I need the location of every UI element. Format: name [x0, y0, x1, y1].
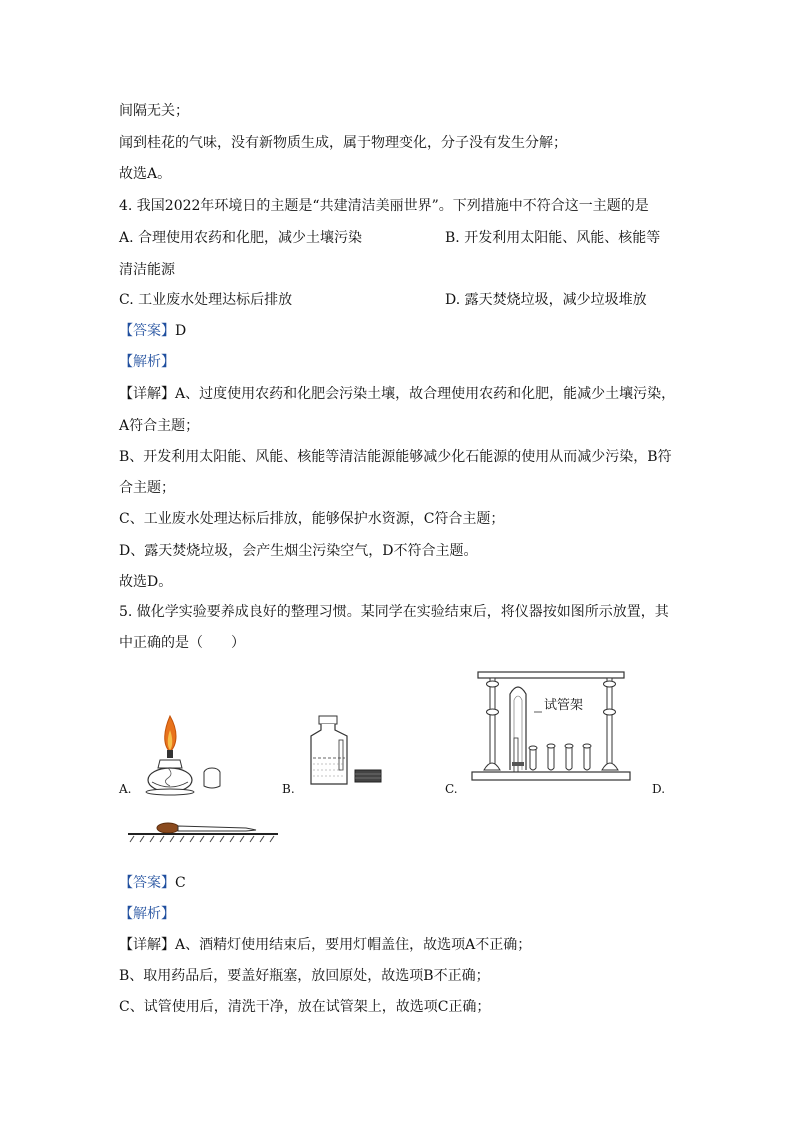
text-line: 故选A。 — [119, 166, 172, 182]
text-line: C、试管使用后，清洗干净，放在试管架上，故选项C正确； — [119, 999, 491, 1015]
question-5-stem-continued: 中正确的是（ ） — [119, 635, 245, 651]
rack-label: 试管架 — [544, 698, 584, 713]
q5-answer — [119, 873, 186, 893]
figure-a-label: A. — [119, 782, 132, 796]
text-line: 故选D。 — [119, 574, 173, 590]
text-line: C、工业废水处理达标后排放，能够保护水资源，C符合主题； — [119, 511, 505, 527]
question-4-stem: 4. 我国2022年环境日的主题是“共建清洁美丽世界”。下列措施中不符合这一主题的是 — [119, 198, 649, 214]
question-5-stem: 5. 做化学实验要养成良好的整理习惯。某同学在实验结束后，将仪器按如图所示放置，其 — [119, 604, 669, 620]
q5-analysis-tag: 【解析】 — [119, 906, 175, 922]
test-tube-rack-figure — [470, 670, 635, 786]
answer-value: C — [175, 875, 186, 891]
q4-option-b: B. 开发利用太阳能、风能、核能等 — [445, 230, 661, 246]
text-line: D、露天焚烧垃圾，会产生烟尘污染空气，D不符合主题。 — [119, 543, 478, 559]
detail-tag: 【详解】 — [119, 937, 175, 953]
detail-text: A、酒精灯使用结束后，要用灯帽盖住，故选项A不正确； — [175, 937, 532, 953]
detail-tag: 【详解】 — [119, 386, 175, 402]
q4-analysis-tag: 【解析】 — [119, 354, 175, 370]
figure-c-label: C. — [445, 782, 458, 796]
text-line: 间隔无关； — [119, 103, 189, 119]
q4-option-a: A. 合理使用农药和化肥，减少土壤污染 — [119, 230, 363, 246]
text-line: B、开发利用太阳能、风能、核能等清洁能源能够减少化石能源的使用从而减少污染，B符 — [119, 449, 672, 465]
answer-tag: 【答案】 — [119, 875, 175, 891]
figure-d-label: D. — [652, 782, 666, 796]
text-line: B、取用药品后，要盖好瓶塞，放回原处，故选项B不正确； — [119, 968, 490, 984]
answer-value: D — [175, 323, 187, 339]
dropper-on-table-figure — [128, 820, 278, 846]
q4-answer — [119, 321, 186, 341]
q4-option-b-continued: 清洁能源 — [119, 262, 175, 278]
alcohol-lamp-figure — [140, 708, 230, 796]
text-line: 闻到桂花的气味，没有新物质生成，属于物理变化，分子没有发生分解； — [119, 135, 567, 151]
q4-option-d: D. 露天焚烧垃圾，减少垃圾堆放 — [445, 292, 647, 308]
q4-option-c: C. 工业废水处理达标后排放 — [119, 292, 293, 308]
text-line: 合主题； — [119, 480, 175, 496]
q4-detail-a — [119, 384, 675, 404]
q5-detail-a — [119, 935, 531, 955]
reagent-bottle-figure — [305, 714, 390, 788]
answer-tag: 【答案】 — [119, 323, 175, 339]
text-line: A符合主题； — [119, 418, 200, 434]
figure-b-label: B. — [282, 782, 295, 796]
detail-text: A、过度使用农药和化肥会污染土壤，故合理使用农药和化肥，能减少土壤污染， — [175, 386, 676, 402]
